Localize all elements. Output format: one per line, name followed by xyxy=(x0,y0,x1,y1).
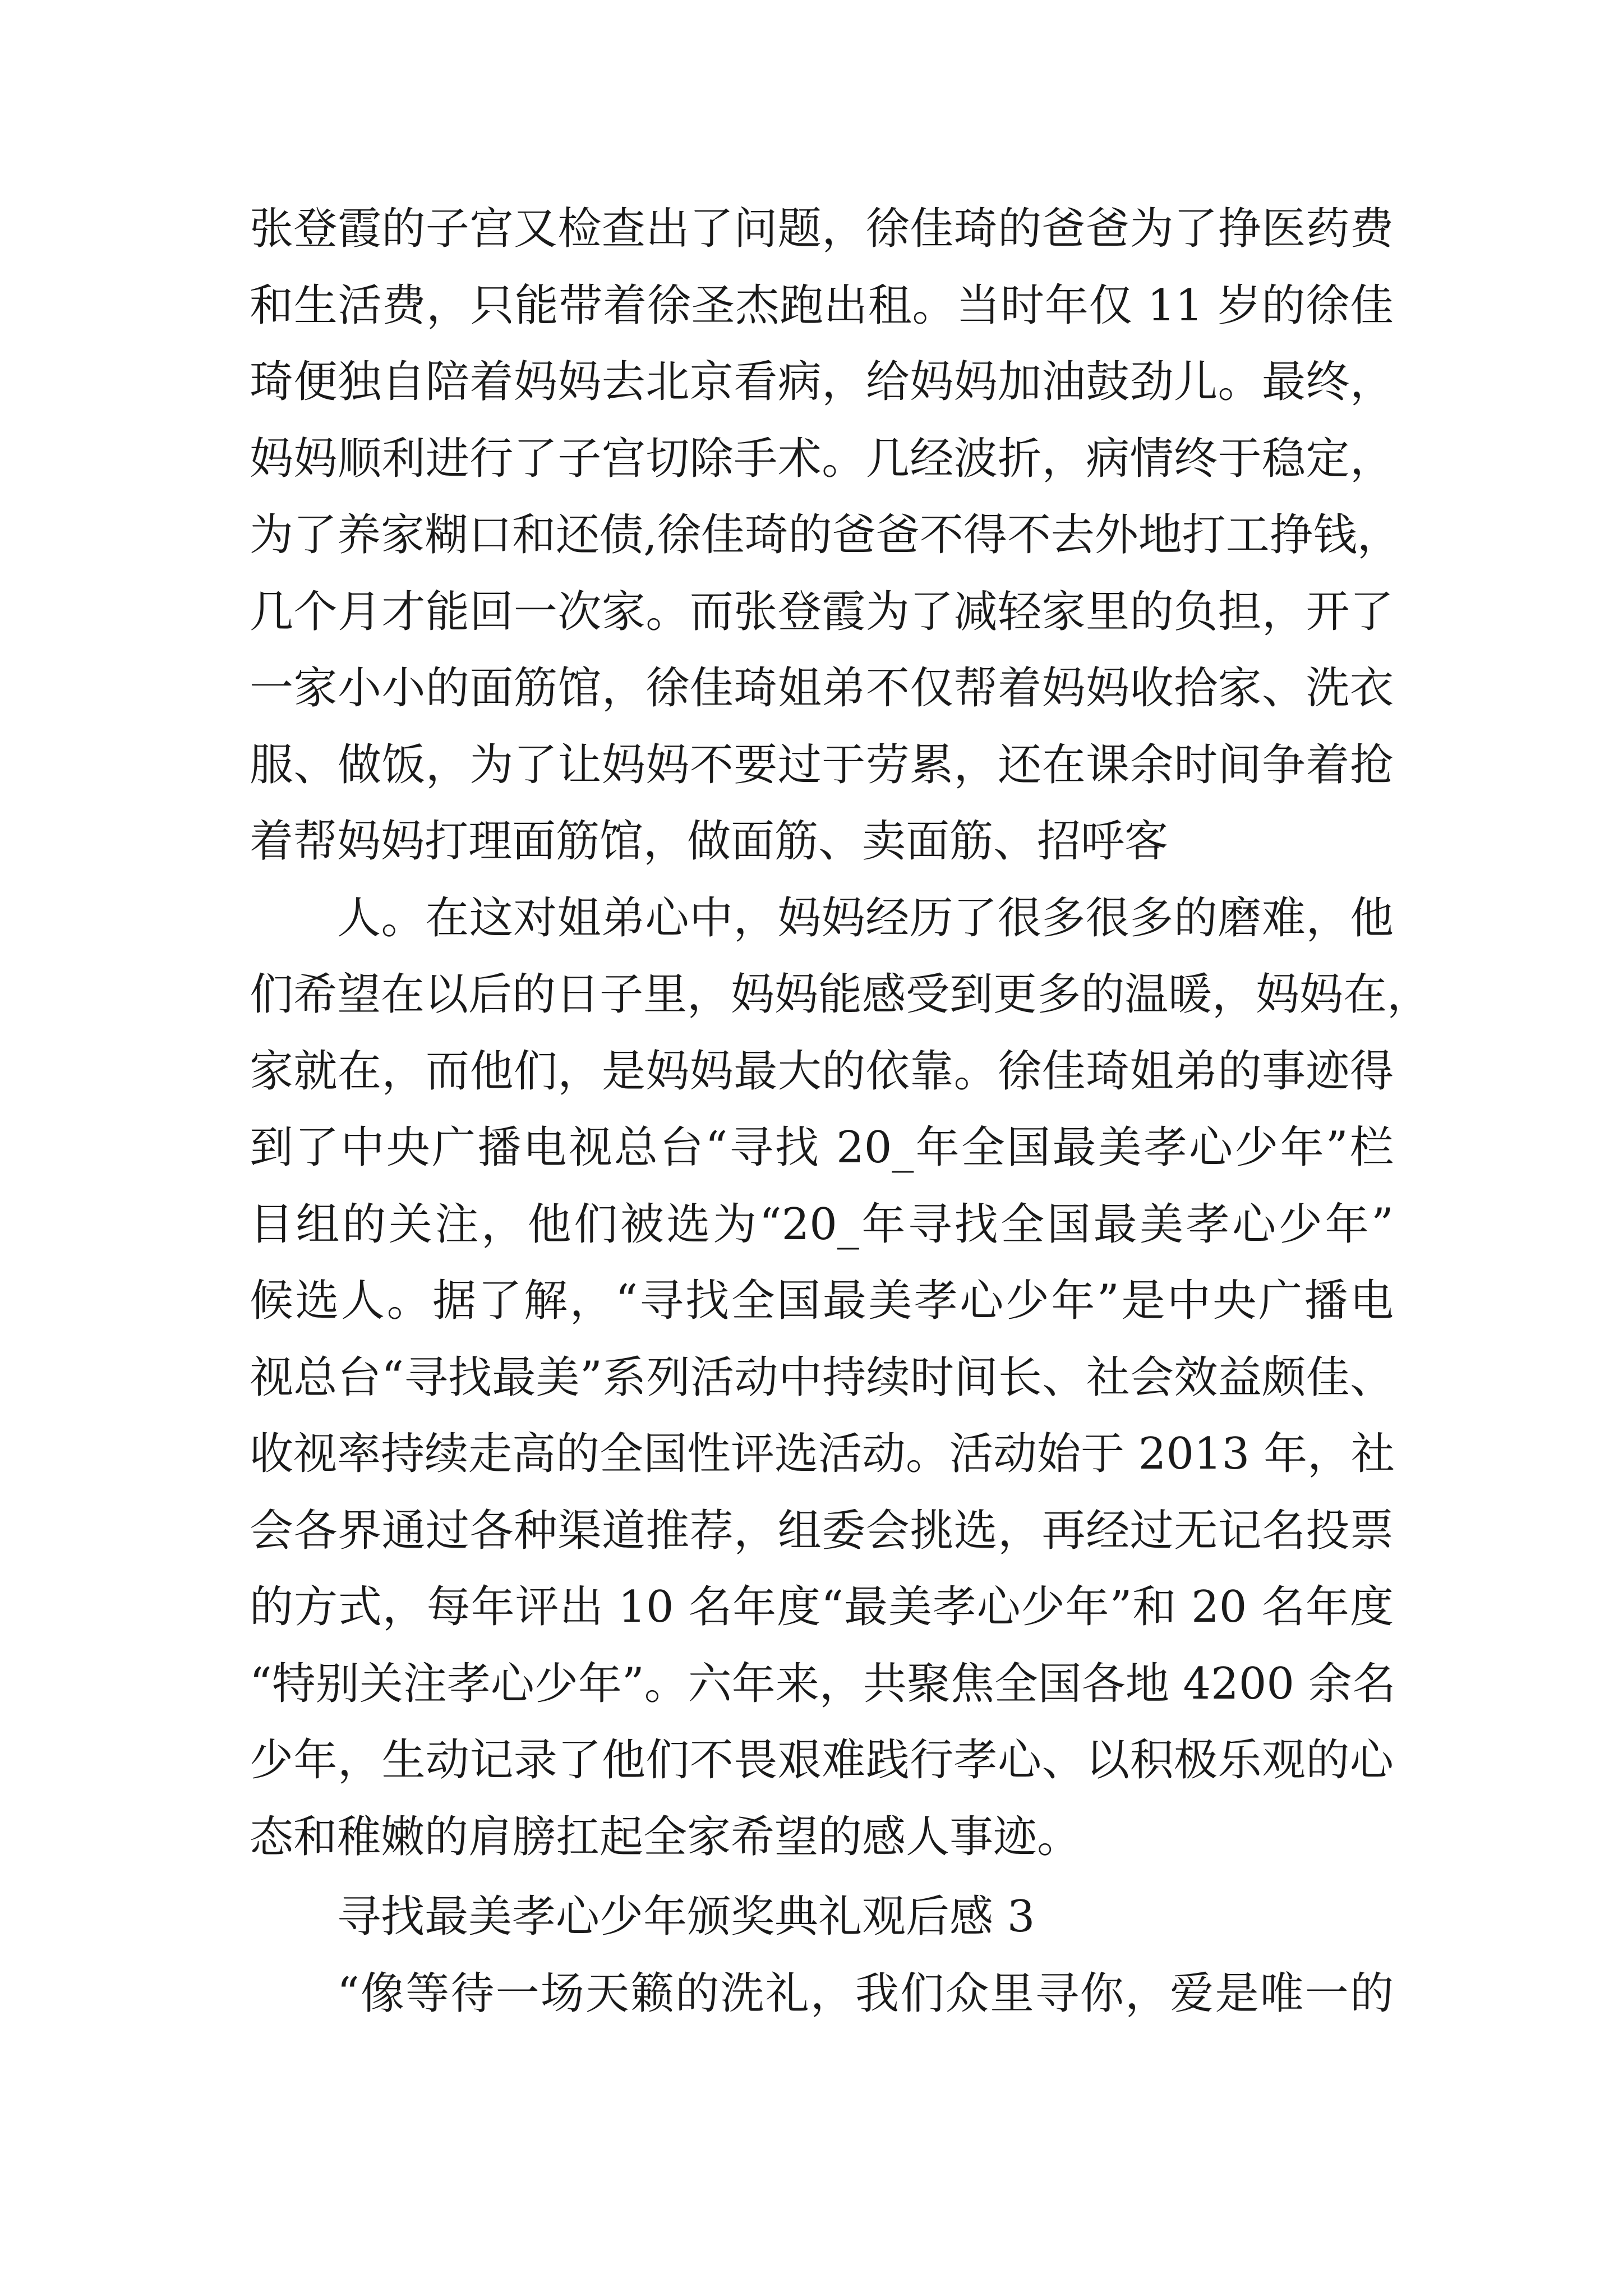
body-line: 到了中央广播电视总台“寻找 20_年全国最美孝心少年”栏 xyxy=(250,1122,1394,1173)
body-line: 家就在，而他们，是妈妈最大的依靠。徐佳琦姐弟的事迹得 xyxy=(250,1046,1394,1097)
body-line: 视总台“寻找最美”系列活动中持续时间长、社会效益颇佳、 xyxy=(250,1352,1394,1403)
body-line: 人。在这对姐弟心中，妈妈经历了很多很多的磨难，他 xyxy=(337,892,1394,944)
body-line: 态和稚嫩的肩膀扛起全家希望的感人事迹。 xyxy=(250,1811,1081,1862)
body-line: 琦便独自陪着妈妈去北京看病，给妈妈加油鼓劲儿。最终， xyxy=(250,357,1394,407)
body-line: 几个月才能回一次家。而张登霞为了减轻家里的负担，开了 xyxy=(250,586,1394,637)
document-body xyxy=(250,191,1431,2032)
body-line: “特别关注孝心少年”。六年来，共聚焦全国各地 4200 余名 xyxy=(250,1658,1396,1709)
body-line: 目组的关注，他们被选为“20_年寻找全国最美孝心少年” xyxy=(250,1199,1394,1250)
body-line: 妈妈顺利进行了子宫切除手术。几经波折，病情终于稳定， xyxy=(250,433,1394,484)
body-line: 和生活费，只能带着徐圣杰跑出租。当时年仅 11 岁的徐佳 xyxy=(250,280,1394,331)
body-line: 候选人。据了解，“寻找全国最美孝心少年”是中央广播电 xyxy=(250,1276,1394,1326)
body-line: 们希望在以后的日子里，妈妈能感受到更多的温暖，妈妈在， xyxy=(250,969,1431,1020)
body-line: “像等待一场天籁的洗礼，我们众里寻你，爱是唯一的 xyxy=(337,1968,1394,2019)
section-heading: 寻找最美孝心少年颁奖典礼观后感 3 xyxy=(337,1892,1035,1942)
body-line: 的方式，每年评出 10 名年度“最美孝心少年”和 20 名年度 xyxy=(250,1582,1394,1632)
body-line: 少年，生动记录了他们不畏艰难践行孝心、以积极乐观的心 xyxy=(250,1735,1394,1786)
body-line: 为了养家糊口和还债,徐佳琦的爸爸不得不去外地打工挣钱， xyxy=(250,510,1401,560)
body-line: 会各界通过各种渠道推荐，组委会挑选，再经过无记名投票 xyxy=(250,1505,1394,1556)
body-line: 一家小小的面筋馆，徐佳琦姐弟不仅帮着妈妈收拾家、洗衣 xyxy=(250,663,1394,714)
body-line: 收视率持续走高的全国性评选活动。活动始于 2013 年，社 xyxy=(250,1429,1395,1479)
body-line: 着帮妈妈打理面筋馆，做面筋、卖面筋、招呼客 xyxy=(250,816,1169,867)
body-line: 服、做饭，为了让妈妈不要过于劳累，还在课余时间争着抢 xyxy=(250,739,1394,790)
body-line: 张登霞的子宫又检查出了问题，徐佳琦的爸爸为了挣医药费 xyxy=(250,204,1394,254)
